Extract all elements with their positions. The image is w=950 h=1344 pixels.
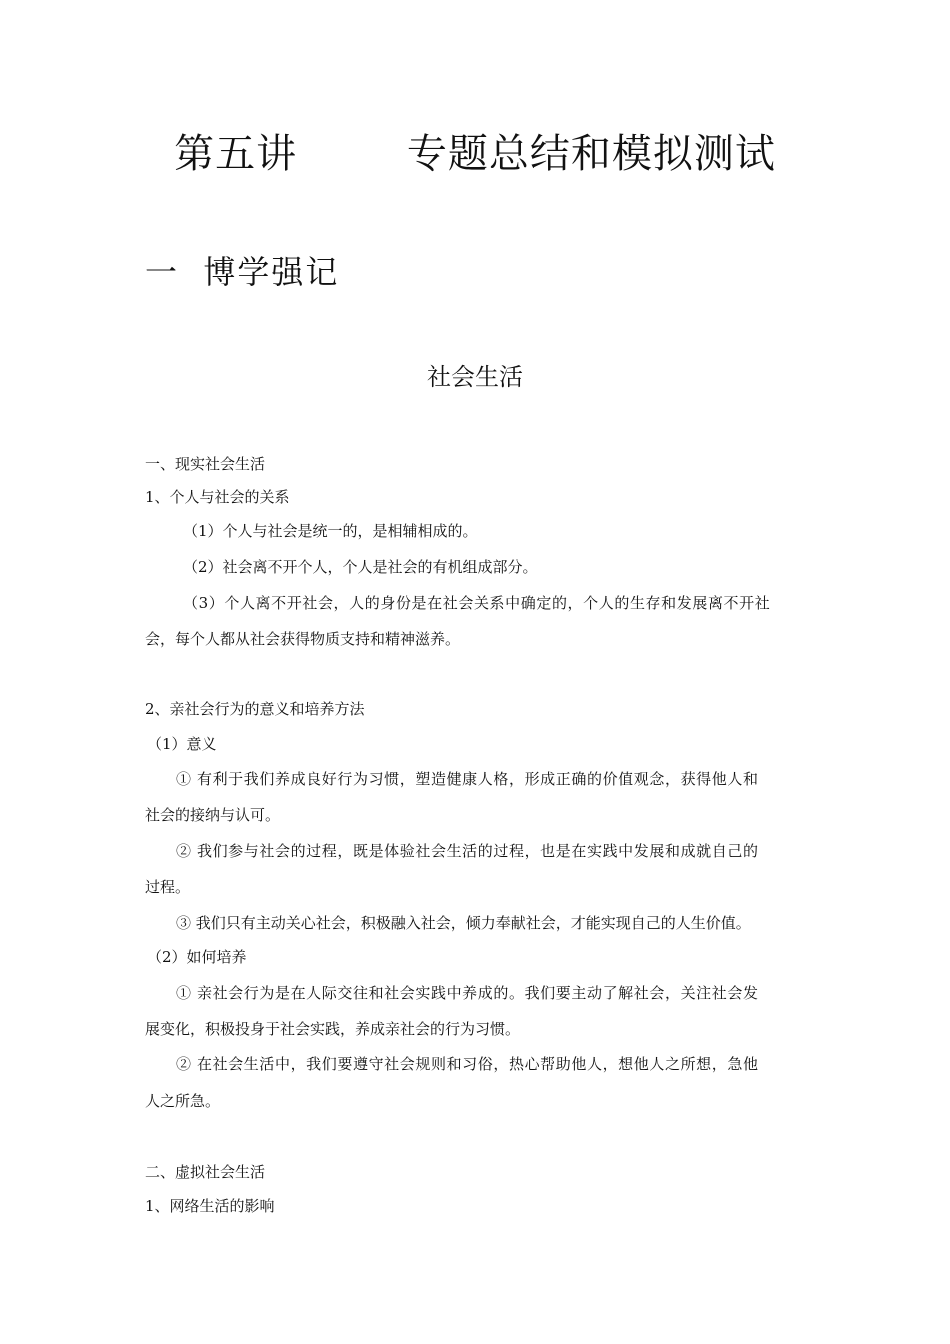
heading-real-social-life: 一、现实社会生活 bbox=[145, 455, 266, 473]
paragraph-line: 展变化，积极投身于社会实践，养成亲社会的行为习惯。 bbox=[145, 1020, 521, 1038]
page-title: 第五讲 专题总结和模拟测试 bbox=[174, 131, 776, 177]
heading-virtual-social-life: 二、虚拟社会生活 bbox=[145, 1163, 266, 1181]
heading-individual-society: 1、个人与社会的关系 bbox=[145, 488, 290, 506]
paragraph-line: ① 有利于我们养成良好行为习惯，塑造健康人格，形成正确的价值观念，获得他人和 bbox=[176, 770, 759, 788]
section-heading: 一 博学强记 bbox=[145, 253, 340, 291]
heading-network-life-impact: 1、网络生活的影响 bbox=[145, 1197, 275, 1215]
paragraph-line: ① 亲社会行为是在人际交往和社会实践中养成的。我们要主动了解社会，关注社会发 bbox=[176, 984, 759, 1002]
paragraph-line: 社会的接纳与认可。 bbox=[145, 806, 281, 824]
heading-prosocial-behavior: 2、亲社会行为的意义和培养方法 bbox=[145, 700, 365, 718]
paragraph-line: （2）社会离不开个人，个人是社会的有机组成部分。 bbox=[183, 558, 538, 576]
subtitle: 社会生活 bbox=[427, 363, 523, 391]
paragraph-line: 人之所急。 bbox=[145, 1092, 221, 1110]
paragraph-line: ② 我们参与社会的过程，既是体验社会生活的过程，也是在实践中发展和成就自己的 bbox=[176, 842, 759, 860]
subheading-meaning: （1）意义 bbox=[147, 735, 217, 753]
paragraph-line: ② 在社会生活中，我们要遵守社会规则和习俗，热心帮助他人，想他人之所想，急他 bbox=[176, 1055, 759, 1073]
paragraph-line: 过程。 bbox=[145, 878, 191, 896]
paragraph-line: ③ 我们只有主动关心社会，积极融入社会，倾力奉献社会，才能实现自己的人生价值。 bbox=[176, 914, 751, 932]
paragraph-line: 会，每个人都从社会获得物质支持和精神滋养。 bbox=[145, 630, 461, 648]
paragraph-line: （1）个人与社会是统一的，是相辅相成的。 bbox=[183, 522, 478, 540]
subheading-how-to-cultivate: （2）如何培养 bbox=[147, 948, 247, 966]
paragraph-line: （3）个人离不开社会，人的身份是在社会关系中确定的，个人的生存和发展离不开社 bbox=[183, 594, 771, 612]
